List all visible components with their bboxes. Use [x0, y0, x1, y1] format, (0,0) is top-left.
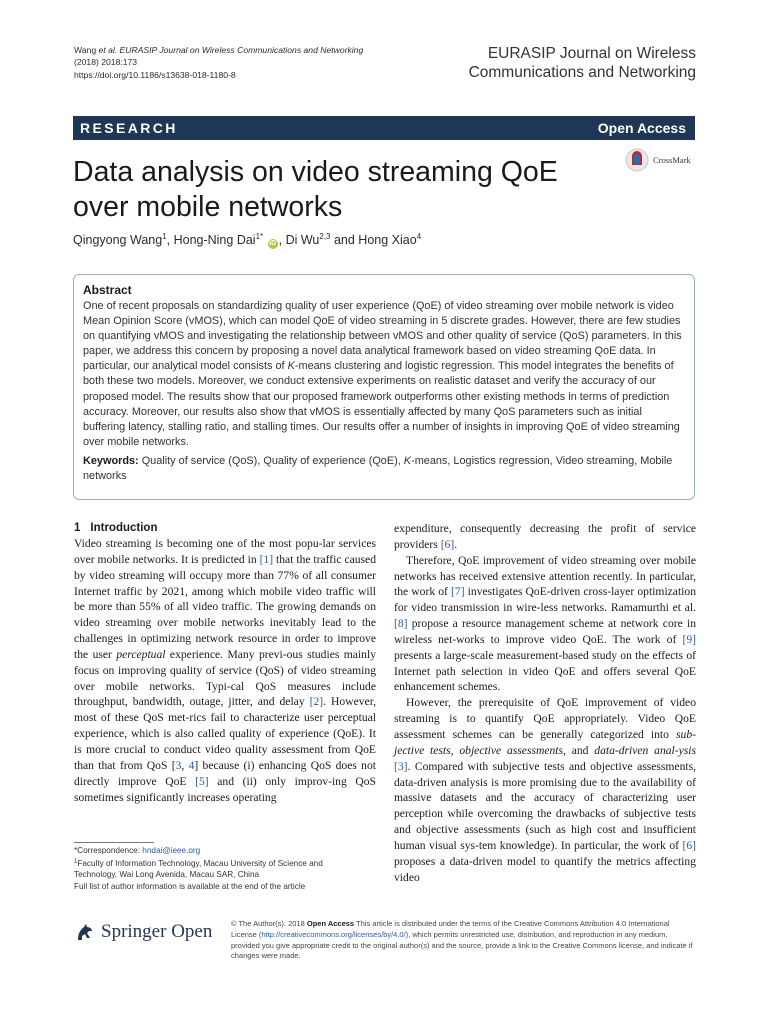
keywords: Keywords: Quality of service (QoS), Quality of experience (QoE), K-means, Logistics regression, Video streaming, Mobile networks	[83, 454, 673, 483]
crossmark-badge[interactable]	[625, 148, 691, 172]
paragraph: Video streaming is becoming one of the most popu-lar services over mobile networks. It is predicted in [1] that the traffic caused by video streaming will occupy more than 77% of all consumer Internet traffic by 2021, among which mobile video traffic will be more than 55% of all video traffic. The growing demands on video streaming over mobile networks inevitably lead to the challenges in optimizing network resource in order to improve the user perceptual experience. Many previ-ous studies mainly focus on improving quality of service (QoS) of video streaming over mobile networks. Typi-cal QoS measures include throughput, bandwidth, outage, jitter, and delay [2]. However, most of these QoS met-rics fail to characterize user perceptual experience, which is also called quality of experience (QoE). It is more crucial to conduct video quality assessment from QoE than that from QoS [3, 4] because (i) enhancing QoS does not directly improve QoE [5] and (ii) only improv-ing QoS sometimes significantly increases operating	[74, 537, 376, 804]
author-info-note: Full list of author information is available at the end of the article	[74, 881, 306, 891]
journal-name-line1: EURASIP Journal on Wireless	[487, 45, 696, 62]
body-column-right	[394, 521, 696, 885]
abstract-box	[73, 274, 695, 500]
license-statement: © The Author(s). 2018 Open Access This article is distributed under the terms of the Creative Commons Attribution 4.0 International License (http://creativecommons.org/licenses/by/4.0/), which permits unrestricted use, distribution, and reproduction in any medium, provided you give appropriate credit to the original author(s) and the source, provide a link to the Creative Commons license, and indicate if changes were made.	[231, 919, 693, 961]
abstract-text: One of recent proposals on standardizing quality of user experience (QoE) of video streaming over mobile network is video Mean Opinion Score (vMOS), which can model QoE of video streaming in 5 discrete grades. However, there are few studies on quantifying vMOS and investigating the relationship between vMOS and other quality of service (QoS) parameters. In this paper, we address this concern by proposing a novel data analytical framework based on video streaming QoE data. In particular, our analytical model consists of K-means clustering and logistic regression. This model integrates the benefits of both these two models. Moreover, we conduct extensive experiments on realistic dataset and verify the accuracy of our proposed model. The results show that our proposed framework outperforms other existing methods in terms of prediction accuracy. Moreover, our results also show that vMOS is essentially affected by many QoS parameters such as initial buffering latency, stalling ratio, and stalling times. Our results offer a number of insights in improving QoE of video streaming over mobile networks.	[83, 300, 682, 448]
open-access-label: Open Access	[597, 120, 686, 136]
paragraph: expenditure, consequently decreasing the profit of service providers [6].	[394, 522, 696, 551]
correspondence: *Correspondence: hndai@ieee.org	[74, 846, 201, 855]
crossmark-icon	[625, 148, 649, 172]
author-1-affiliation: 1	[162, 232, 167, 241]
footnote-divider	[74, 842, 154, 843]
journal-name	[396, 44, 696, 82]
springer-horse-icon	[74, 921, 96, 943]
author-3[interactable]: , Di Wu	[278, 233, 320, 247]
citation-link[interactable]: [1]	[259, 552, 274, 566]
journal-name-line2: Communications and Networking	[468, 64, 696, 81]
article-type-label: RESEARCH	[80, 120, 178, 136]
citation-block	[74, 44, 364, 81]
citation-journal: et al. EURASIP Journal on Wireless Communications and Networking	[98, 45, 364, 55]
orcid-icon[interactable]: iD	[269, 240, 277, 247]
keywords-label: Keywords:	[83, 454, 139, 467]
citation-link[interactable]: [8]	[394, 617, 408, 631]
springer-open-logo[interactable]	[74, 921, 212, 943]
author-2[interactable]: , Hong-Ning Dai	[166, 233, 256, 247]
doi-link[interactable]: https://doi.org/10.1186/s13638-018-1180-8	[74, 69, 236, 80]
citation-link[interactable]: [3]	[394, 759, 408, 773]
body-column-left	[74, 521, 376, 805]
footnotes	[74, 845, 364, 892]
citation-link[interactable]: [5]	[195, 774, 209, 788]
citation-link[interactable]: [2]	[309, 695, 324, 709]
citation-link[interactable]: [7]	[451, 585, 465, 599]
author-list	[73, 232, 633, 249]
email-link[interactable]: hndai@ieee.org	[142, 846, 201, 855]
paragraph: Therefore, QoE improvement of video streaming over mobile networks has received extensive attention recently. In particular, the work of [7] investigates QoE-driven cross-layer optimization for video transmission in wire-less networks. Ramamurthi et al. [8] propose a resource management scheme at network core in wireless net-works to improve video QoE. The work of [9] presents a large-scale measurement-based study on the effects of Internet path selection in video QoE and offers several QoE enhancement schemes.	[394, 553, 696, 694]
citation-link[interactable]: [6]	[440, 537, 455, 551]
citation-link[interactable]: 3	[175, 758, 182, 772]
license-link[interactable]: http://creativecommons.org/licenses/by/4.0/	[261, 929, 406, 939]
author-2-affiliation: 1*	[255, 232, 264, 241]
author-1[interactable]: Qingyong Wang	[73, 233, 163, 247]
title-line2: over mobile networks	[73, 191, 343, 223]
citation-link[interactable]: [6]	[682, 838, 696, 852]
affiliation-note: $^1$Faculty of Information Technology, Macau University of Science and Technology, Wai Long Avenida, Macau SAR, China	[74, 858, 323, 880]
section-heading-introduction: 1 Introduction	[74, 522, 158, 534]
author-4[interactable]: and Hong Xiao	[330, 233, 417, 247]
citation-authors: Wang	[74, 45, 99, 55]
article-type-banner	[73, 116, 695, 140]
springer-open-suffix: Open	[171, 921, 213, 942]
citation-link[interactable]: [9]	[682, 632, 696, 646]
paragraph: However, the prerequisite of QoE improvement of video streaming is to quantify QoE appropriately. Video QoE assessment schemes can be generally categorized into sub-jective tests, objective assessments, and data-driven anal-ysis [3]. Compared with subjective tests and objective assessments, data-driven analysis is more promising due to the availability of massive datasets and the accuracy of characterizing user perception while overcoming the drawbacks of subjective tests and objective assessments (such as high cost and insufficient human visual sys-tem knowledge). In particular, the work of [6] proposes a data-driven model to quantify the metrics affecting video	[394, 696, 697, 884]
page-title	[73, 155, 593, 225]
author-4-affiliation: 4	[416, 232, 422, 241]
abstract-heading: Abstract	[83, 283, 132, 297]
license-open-access: Open Access	[306, 919, 355, 928]
author-3-affiliation: 2,3	[319, 232, 331, 241]
citation-year: (2018) 2018:173	[74, 57, 138, 68]
crossmark-label: CrossMark	[653, 155, 691, 165]
title-line1: Data analysis on video streaming QoE	[73, 156, 558, 188]
springer-name: Springer	[101, 921, 167, 942]
citation-link[interactable]: 4	[188, 758, 195, 772]
